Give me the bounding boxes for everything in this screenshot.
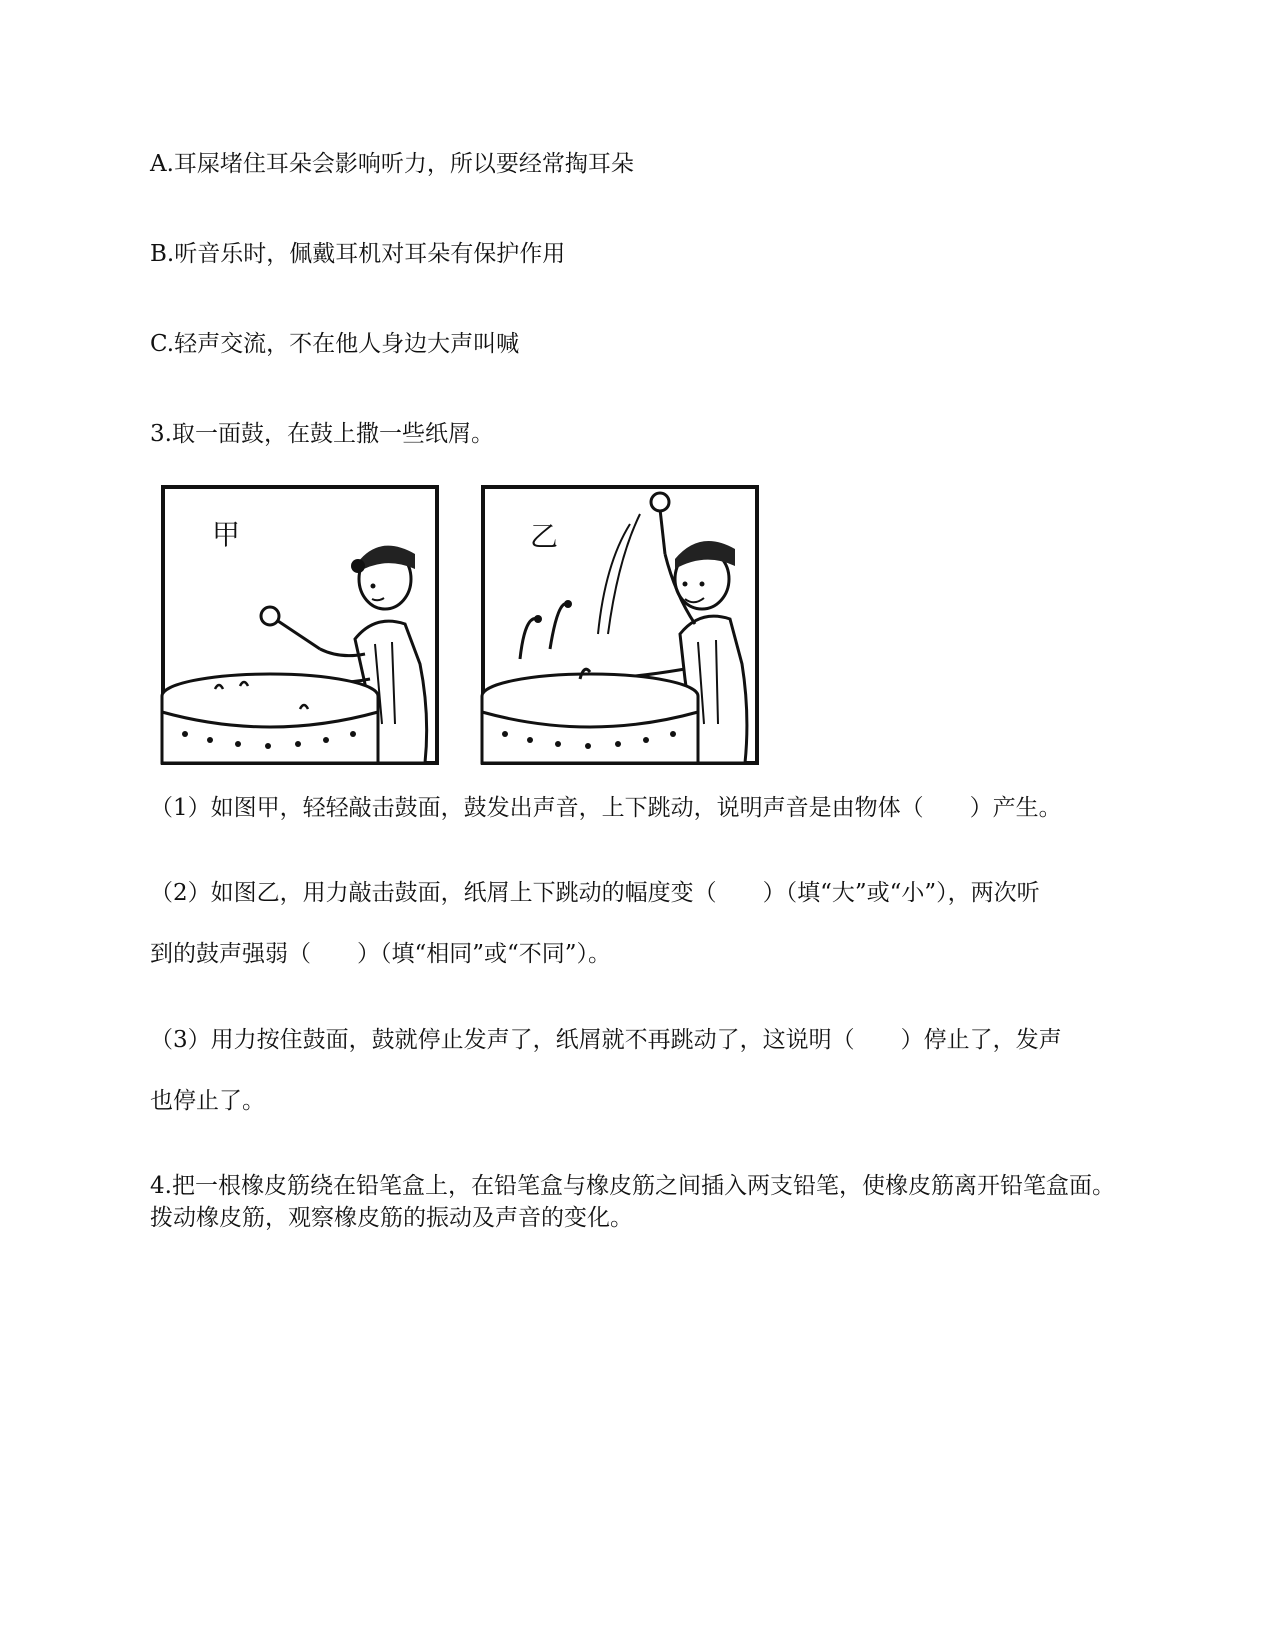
option-a: A.耳屎堵住耳朵会影响听力，所以要经常掏耳朵 (150, 151, 634, 177)
figure-yi (480, 484, 760, 766)
question-3-sub-3-line-2: 也停止了。 (150, 1088, 265, 1114)
drum-gentle-illustration (160, 484, 440, 766)
figure-jia (160, 484, 440, 766)
question-4-stem: 4.把一根橡皮筋绕在铅笔盒上，在铅笔盒与橡皮筋之间插入两支铅笔，使橡皮筋离开铅笔盒面。拨动橡皮筋，观察橡皮筋的振动及声音的变化。 (150, 1173, 1115, 1231)
question-3-sub-3-line-1: （3）用力按住鼓面，鼓就停止发声了，纸屑就不再跳动了，这说明（ ）停止了，发声 (150, 1027, 1062, 1053)
option-c: C.轻声交流，不在他人身边大声叫喊 (150, 331, 520, 357)
drum-forceful-illustration (480, 484, 760, 766)
question-3-sub-2-line-1: （2）如图乙，用力敲击鼓面，纸屑上下跳动的幅度变（ ）（填“大”或“小”），两次听 (150, 880, 1040, 906)
question-3-sub-1: （1）如图甲，轻轻敲击鼓面，鼓发出声音，上下跳动，说明声音是由物体（ ）产生。 (150, 795, 1062, 821)
figure-label-yi: 乙 (530, 520, 559, 553)
option-b: B.听音乐时，佩戴耳机对耳朵有保护作用 (150, 241, 566, 267)
question-3-sub-2-line-2: 到的鼓声强弱（ ）（填“相同”或“不同”）。 (150, 941, 612, 967)
question-3-stem: 3.取一面鼓，在鼓上撒一些纸屑。 (150, 421, 494, 447)
figure-label-jia: 甲 (212, 518, 241, 551)
